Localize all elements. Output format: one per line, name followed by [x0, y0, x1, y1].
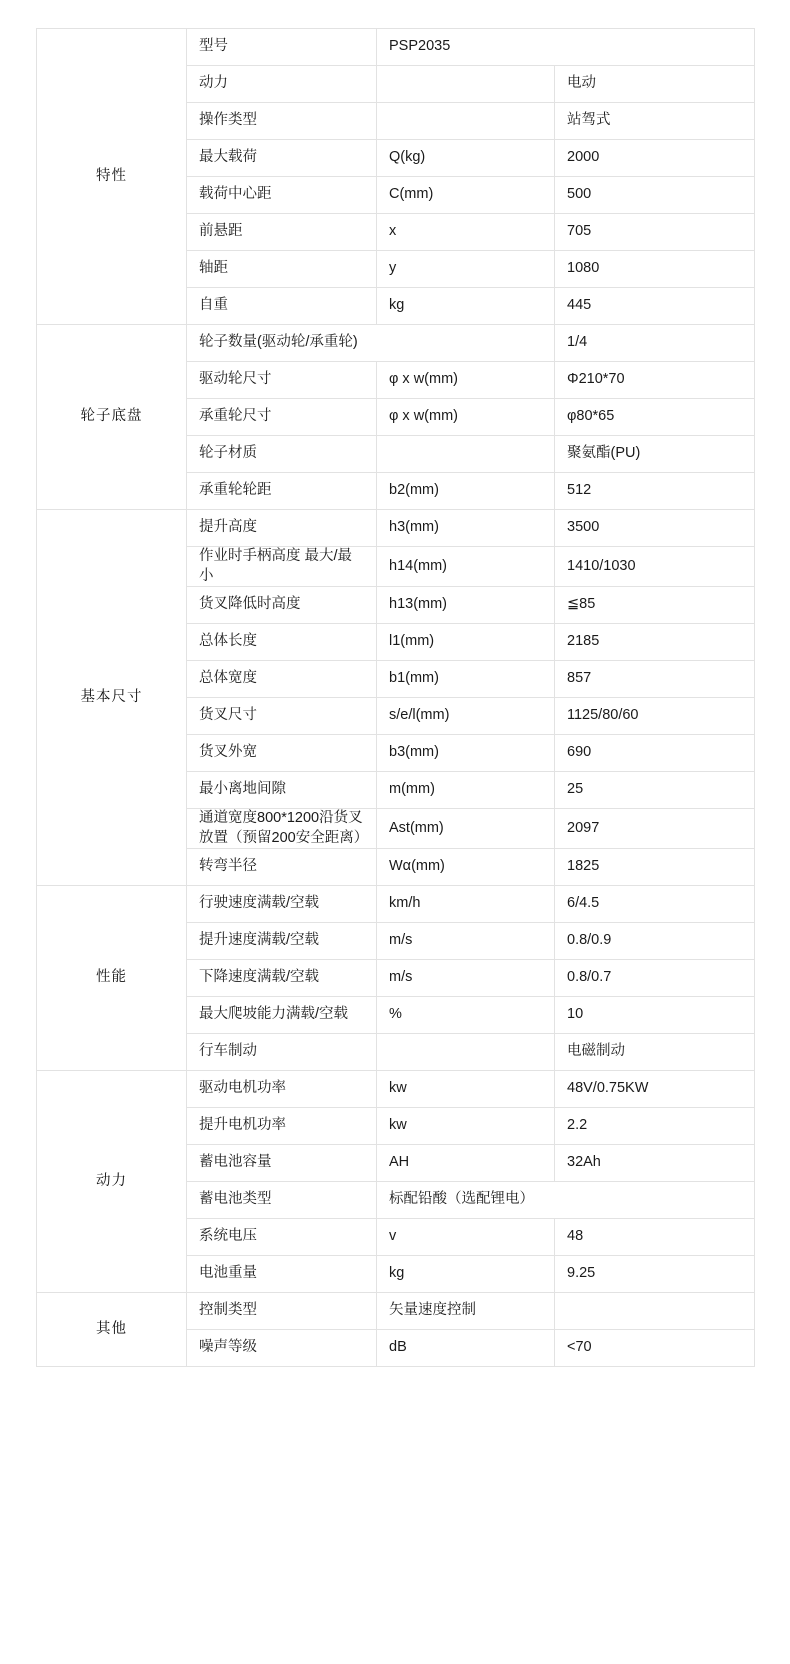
spec-symbol: v [377, 1219, 555, 1256]
spec-name: 控制类型 [187, 1293, 377, 1330]
spec-value: 9.25 [555, 1256, 755, 1293]
spec-name: 蓄电池容量 [187, 1145, 377, 1182]
spec-value: 2097 [555, 809, 755, 849]
group-label: 特性 [37, 29, 187, 325]
spec-name: 转弯半径 [187, 849, 377, 886]
spec-name: 电池重量 [187, 1256, 377, 1293]
spec-value: ≦85 [555, 587, 755, 624]
spec-name: 货叉外宽 [187, 735, 377, 772]
spec-name: 最小离地间隙 [187, 772, 377, 809]
spec-symbol: kw [377, 1108, 555, 1145]
spec-symbol: y [377, 251, 555, 288]
spec-value: 站驾式 [555, 103, 755, 140]
spec-symbol: km/h [377, 886, 555, 923]
spec-name: 型号 [187, 29, 377, 66]
spec-symbol: kw [377, 1071, 555, 1108]
spec-name: 轴距 [187, 251, 377, 288]
spec-symbol: s/e/l(mm) [377, 698, 555, 735]
spec-name: 驱动轮尺寸 [187, 362, 377, 399]
group-label: 性能 [37, 886, 187, 1071]
spec-name: 作业时手柄高度 最大/最小 [187, 547, 377, 587]
spec-name: 轮子数量(驱动轮/承重轮) [187, 325, 555, 362]
spec-value [555, 1293, 755, 1330]
spec-name: 最大载荷 [187, 140, 377, 177]
spec-symbol: h13(mm) [377, 587, 555, 624]
table-row [37, 29, 755, 66]
spec-value: 32Ah [555, 1145, 755, 1182]
spec-name: 蓄电池类型 [187, 1182, 377, 1219]
spec-symbol: m/s [377, 923, 555, 960]
spec-name: 总体长度 [187, 624, 377, 661]
spec-value: 445 [555, 288, 755, 325]
spec-symbol: b3(mm) [377, 735, 555, 772]
spec-symbol: l1(mm) [377, 624, 555, 661]
spec-symbol: PSP2035 [377, 29, 755, 66]
spec-symbol: h14(mm) [377, 547, 555, 587]
spec-name: 货叉尺寸 [187, 698, 377, 735]
spec-value: 500 [555, 177, 755, 214]
spec-symbol: Ast(mm) [377, 809, 555, 849]
table-row [37, 886, 755, 923]
spec-name: 提升电机功率 [187, 1108, 377, 1145]
spec-symbol [377, 1034, 555, 1071]
spec-symbol: m(mm) [377, 772, 555, 809]
spec-symbol: h3(mm) [377, 510, 555, 547]
spec-symbol: C(mm) [377, 177, 555, 214]
spec-symbol: b1(mm) [377, 661, 555, 698]
spec-symbol: x [377, 214, 555, 251]
spec-value: 2185 [555, 624, 755, 661]
spec-value: 1410/1030 [555, 547, 755, 587]
spec-name: 动力 [187, 66, 377, 103]
spec-name: 自重 [187, 288, 377, 325]
spec-name: 行驶速度满载/空载 [187, 886, 377, 923]
spec-symbol [377, 66, 555, 103]
spec-value: 857 [555, 661, 755, 698]
spec-value: 25 [555, 772, 755, 809]
spec-value: 1825 [555, 849, 755, 886]
spec-name: 系统电压 [187, 1219, 377, 1256]
spec-symbol: b2(mm) [377, 473, 555, 510]
group-label: 动力 [37, 1071, 187, 1293]
spec-value: 2000 [555, 140, 755, 177]
spec-symbol: Wα(mm) [377, 849, 555, 886]
group-label: 基本尺寸 [37, 510, 187, 886]
table-row [37, 1071, 755, 1108]
spec-symbol: % [377, 997, 555, 1034]
spec-name: 通道宽度800*1200沿货叉放置（预留200安全距离） [187, 809, 377, 849]
spec-value: 1/4 [555, 325, 755, 362]
spec-symbol: m/s [377, 960, 555, 997]
spec-name: 噪声等级 [187, 1330, 377, 1367]
spec-value: 电动 [555, 66, 755, 103]
spec-value: 0.8/0.7 [555, 960, 755, 997]
spec-value: 690 [555, 735, 755, 772]
spec-value: 1125/80/60 [555, 698, 755, 735]
specification-table-body [37, 29, 755, 1367]
spec-name: 最大爬坡能力满载/空载 [187, 997, 377, 1034]
spec-name: 提升速度满载/空载 [187, 923, 377, 960]
spec-symbol: 标配铅酸（选配锂电） [377, 1182, 755, 1219]
spec-symbol [377, 103, 555, 140]
group-label: 轮子底盘 [37, 325, 187, 510]
table-row [37, 1293, 755, 1330]
spec-value: φ80*65 [555, 399, 755, 436]
table-row [37, 325, 755, 362]
spec-name: 行车制动 [187, 1034, 377, 1071]
spec-value: 聚氨酯(PU) [555, 436, 755, 473]
spec-value: 512 [555, 473, 755, 510]
spec-symbol: AH [377, 1145, 555, 1182]
spec-value: 6/4.5 [555, 886, 755, 923]
spec-value: 2.2 [555, 1108, 755, 1145]
spec-value: 1080 [555, 251, 755, 288]
spec-value: 10 [555, 997, 755, 1034]
spec-value: 电磁制动 [555, 1034, 755, 1071]
spec-name: 驱动电机功率 [187, 1071, 377, 1108]
spec-name: 承重轮尺寸 [187, 399, 377, 436]
spec-value: Φ210*70 [555, 362, 755, 399]
spec-value: 0.8/0.9 [555, 923, 755, 960]
spec-name: 总体宽度 [187, 661, 377, 698]
spec-symbol: kg [377, 288, 555, 325]
group-label: 其他 [37, 1293, 187, 1367]
spec-symbol: φ x w(mm) [377, 362, 555, 399]
specification-table [36, 28, 755, 1367]
spec-name: 操作类型 [187, 103, 377, 140]
spec-value: 48 [555, 1219, 755, 1256]
table-row [37, 510, 755, 547]
spec-value: 3500 [555, 510, 755, 547]
spec-name: 提升高度 [187, 510, 377, 547]
spec-symbol: dB [377, 1330, 555, 1367]
spec-symbol: φ x w(mm) [377, 399, 555, 436]
spec-name: 前悬距 [187, 214, 377, 251]
spec-value: <70 [555, 1330, 755, 1367]
spec-name: 货叉降低时高度 [187, 587, 377, 624]
spec-name: 载荷中心距 [187, 177, 377, 214]
spec-name: 轮子材质 [187, 436, 377, 473]
spec-name: 承重轮轮距 [187, 473, 377, 510]
spec-symbol: Q(kg) [377, 140, 555, 177]
spec-value: 48V/0.75KW [555, 1071, 755, 1108]
spec-symbol: kg [377, 1256, 555, 1293]
spec-symbol [377, 436, 555, 473]
spec-symbol: 矢量速度控制 [377, 1293, 555, 1330]
spec-value: 705 [555, 214, 755, 251]
spec-name: 下降速度满载/空载 [187, 960, 377, 997]
